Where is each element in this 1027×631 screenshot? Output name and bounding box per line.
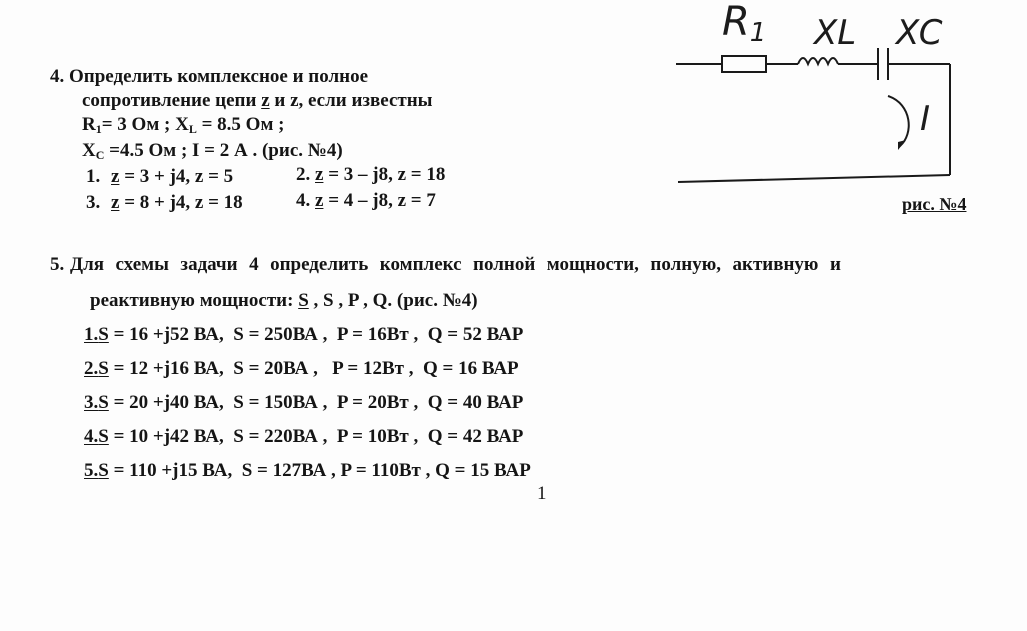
option-text: = 10 +j42 ВА, S = 220ВА , P = 10Вт , Q = 42 ВАР	[108, 426, 524, 447]
task5-text2a: реактивную мощности:	[90, 290, 299, 311]
option-number: 5.	[84, 460, 99, 481]
task4-xl-sub: L	[188, 122, 197, 136]
complex-s-symbol: S	[98, 324, 109, 345]
task4-r-symbol: R	[82, 114, 96, 135]
option-number: 4.	[296, 190, 311, 211]
option-number: 3.	[86, 192, 101, 213]
option-number: 4.	[84, 426, 99, 447]
task5-number: 5.	[50, 254, 65, 275]
task4-text3c: = 8.5 Ом ;	[196, 114, 285, 135]
task5-option-3	[84, 392, 523, 414]
task4-line1	[50, 66, 368, 88]
complex-s-symbol: S	[98, 460, 109, 481]
task5-text2b: , S , P , Q. (рис. №4)	[308, 290, 478, 311]
complex-z-symbol: z	[111, 166, 120, 187]
task4-option-4	[296, 190, 436, 212]
task4-xc-sub: C	[95, 148, 105, 162]
option-text: = 12 +j16 ВА, S = 20ВА , P = 12Вт , Q = 16 ВАР	[108, 358, 519, 379]
capacitor-label: XC	[896, 13, 943, 53]
option-text: = 16 +j52 ВА, S = 250ВА , P = 16Вт , Q = 52 ВАР	[108, 324, 524, 345]
wire-bottom	[678, 175, 950, 182]
option-text: = 3 – j8, z = 18	[323, 164, 446, 185]
task4-text4b: =4.5 Ом ; I = 2 А . (рис. №4)	[104, 140, 343, 161]
task5-option-2	[84, 358, 519, 380]
task4-line3	[82, 114, 284, 136]
inductor-label: XL	[814, 13, 857, 53]
task4-line4	[82, 140, 343, 162]
complex-s-symbol: S	[98, 426, 109, 447]
task5-line1	[50, 254, 841, 276]
option-number: 2.	[296, 164, 311, 185]
current-label: I	[920, 99, 931, 139]
option-number: 1.	[86, 166, 101, 187]
complex-z-symbol: z	[315, 164, 324, 185]
task4-r-sub: 1	[95, 122, 102, 136]
task4-text3b: = 3 Ом ; X	[101, 114, 189, 135]
task4-line2	[82, 90, 433, 112]
task4-text1: Определить комплексное и полное	[69, 66, 369, 87]
task4-text2b: и z, если известны	[274, 90, 433, 111]
task4-xc-symbol: X	[82, 140, 96, 161]
task4-number: 4.	[50, 66, 65, 87]
complex-z-symbol: z	[261, 90, 270, 111]
option-text: = 20 +j40 ВА, S = 150ВА , P = 20Вт , Q = 40 ВАР	[108, 392, 524, 413]
task5-text1: Для схемы задачи 4 определить комплекс полной мощности, полную, активную и	[70, 254, 841, 275]
complex-s-symbol: S	[98, 358, 109, 379]
resistor	[722, 56, 766, 72]
option-text: = 8 + j4, z = 18	[119, 192, 243, 213]
task5-option-5	[84, 460, 531, 482]
resistor-label: R1	[722, 0, 767, 48]
task4-option-3	[86, 192, 243, 214]
current-arrow-head	[898, 140, 906, 150]
task5-option-4	[84, 426, 523, 448]
option-text: = 110 +j15 ВА, S = 127ВА , P = 110Вт , Q = 15 ВАР	[108, 460, 531, 481]
task4-text2a: сопротивление цепи	[82, 90, 257, 111]
complex-s-symbol: S	[298, 290, 309, 311]
figure-caption: рис. №4	[902, 194, 967, 214]
option-number: 2.	[84, 358, 99, 379]
option-text: = 4 – j8, z = 7	[323, 190, 436, 211]
task5-option-1	[84, 324, 523, 346]
option-text: = 3 + j4, z = 5	[119, 166, 234, 187]
page-number: 1	[537, 483, 547, 504]
task5-line2	[90, 290, 478, 312]
task4-option-2	[296, 164, 445, 186]
complex-s-symbol: S	[98, 392, 109, 413]
inductor	[798, 58, 838, 64]
option-number: 1.	[84, 324, 99, 345]
complex-z-symbol: z	[111, 192, 120, 213]
task4-option-1	[86, 166, 233, 188]
current-arrow	[888, 96, 909, 146]
option-number: 3.	[84, 392, 99, 413]
complex-z-symbol: z	[315, 190, 324, 211]
